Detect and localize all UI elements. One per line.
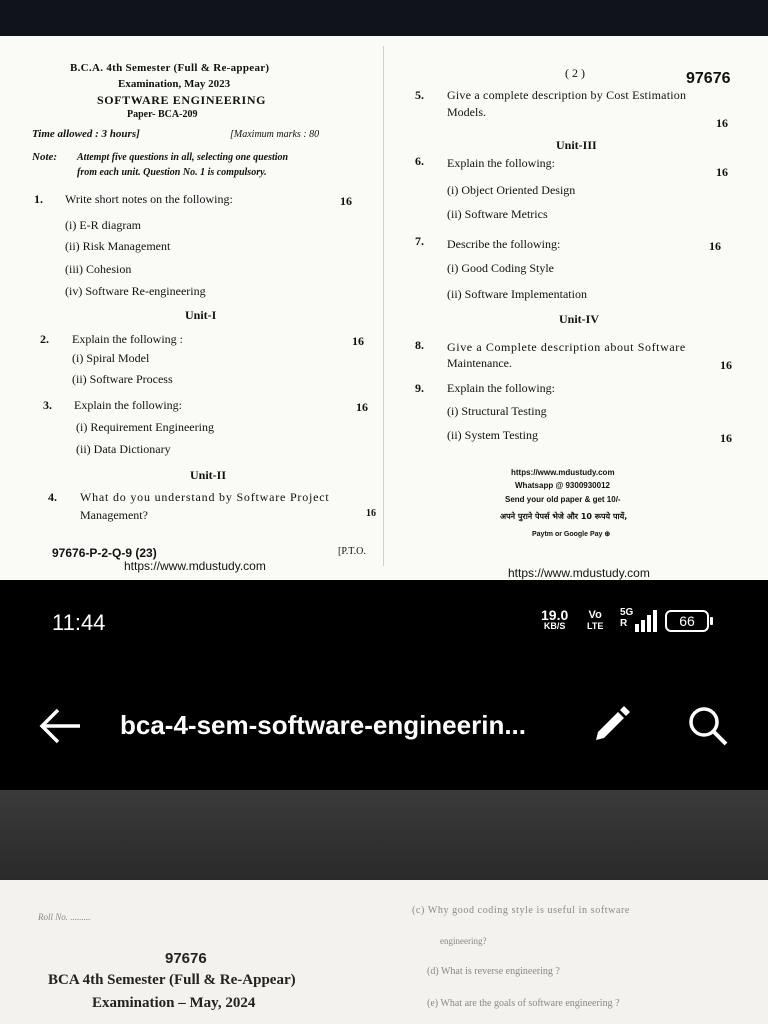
signal-indicator — [620, 608, 633, 630]
q3-marks: 16 — [356, 400, 368, 414]
note-line2: from each unit. Question No. 1 is compulsory. — [77, 167, 267, 178]
q8-line2: Maintenance. — [447, 356, 512, 370]
q8-number: 8. — [415, 338, 424, 352]
unit-3-heading: Unit-III — [556, 138, 597, 152]
promo-line2: Whatsapp @ 9300930012 — [515, 481, 610, 490]
q1-marks: 16 — [340, 194, 352, 208]
speed-unit: KB/S — [543, 621, 566, 631]
time-allowed: Time allowed : 3 hours] — [32, 128, 140, 140]
network-type: 5G — [620, 607, 634, 618]
promo-line4: अपने पुराने पेपर्स भेजे और 10 रूपये पायें, — [500, 512, 628, 521]
left-url: https://www.mdustudy.com — [124, 559, 266, 573]
header-line4: Paper- BCA-209 — [127, 109, 198, 120]
page-number: ( 2 ) — [565, 66, 585, 80]
heading-line2: Examination – May, 2024 — [92, 995, 256, 1011]
q9-text: Explain the following: — [447, 381, 555, 395]
volte-label: Vo — [588, 609, 602, 621]
q7-item: (ii) Software Implementation — [447, 287, 587, 301]
battery-level: 66 — [679, 613, 695, 629]
paper-code-2: 97676 — [165, 950, 207, 967]
promo-line1: https://www.mdustudy.com — [511, 468, 615, 477]
q4-line1: What do you understand by Software Project — [80, 490, 330, 504]
q6-marks: 16 — [716, 165, 728, 179]
q2-item: (ii) Software Process — [72, 372, 173, 386]
q1-item: (iii) Cohesion — [65, 262, 132, 276]
q1-item: (i) E-R diagram — [65, 218, 141, 232]
promo-line3: Send your old paper & get 10/- — [505, 495, 621, 504]
page-gap — [0, 790, 768, 880]
search-icon[interactable] — [686, 704, 730, 748]
q4-line2: Management? — [80, 508, 148, 522]
note-line1: Attempt five questions in all, selecting one question — [77, 152, 289, 163]
lte-label: LTE — [587, 621, 604, 631]
paper-code: 97676 — [686, 70, 731, 87]
header-line1: B.C.A. 4th Semester (Full & Re-appear) — [70, 62, 270, 74]
q4-number: 4. — [48, 490, 57, 504]
q9-item: (i) Structural Testing — [447, 404, 547, 418]
status-bar — [0, 580, 768, 660]
q8-line1: Give a Complete description about Software — [447, 340, 686, 354]
q5-number: 5. — [415, 88, 424, 102]
unit-2-heading: Unit-II — [190, 468, 227, 482]
viewer-toolbar — [0, 660, 768, 790]
q7-marks: 16 — [709, 239, 721, 253]
battery-icon — [665, 610, 709, 632]
question-c: (c) Why good coding style is useful in software — [412, 905, 630, 916]
exam-paper-page-1 — [0, 36, 768, 580]
unit-4-heading: Unit-IV — [559, 312, 600, 326]
footer-pto: [P.T.O. — [338, 546, 366, 557]
header-line3: SOFTWARE ENGINEERING — [97, 93, 267, 107]
right-url: https://www.mdustudy.com — [508, 566, 650, 580]
question-e: (e) What are the goals of software engineering ? — [427, 998, 620, 1009]
signal-bars-icon — [633, 610, 657, 632]
q1-item: (iv) Software Re-engineering — [65, 284, 206, 298]
q3-number: 3. — [43, 398, 52, 412]
q1-text: Write short notes on the following: — [65, 192, 233, 206]
q7-number: 7. — [415, 234, 424, 248]
q1-number: 1. — [34, 192, 43, 206]
q8-marks: 16 — [720, 358, 732, 372]
q2-number: 2. — [40, 332, 49, 346]
promo-line5: Paytm or Google Pay ⊕ — [532, 531, 611, 538]
q3-text: Explain the following: — [74, 398, 182, 412]
max-marks: [Maximum marks : 80 — [230, 129, 320, 140]
roll-no: Roll No. ......... — [38, 912, 91, 922]
question-c-cont: engineering? — [440, 936, 487, 946]
q7-text: Describe the following: — [447, 237, 561, 251]
document-title: bca-4-sem-software-engineerin... — [120, 710, 526, 740]
q2-item: (i) Spiral Model — [72, 351, 150, 365]
roaming-label: R — [620, 618, 628, 629]
q9-item: (ii) System Testing — [447, 428, 538, 442]
q4-marks: 16 — [366, 508, 376, 519]
note-label: Note: — [32, 151, 58, 163]
q5-line2: Models. — [447, 105, 486, 119]
q9-marks: 16 — [720, 431, 732, 445]
q3-item: (ii) Data Dictionary — [76, 442, 171, 456]
header-line2: Examination, May 2023 — [118, 78, 231, 90]
q9-number: 9. — [415, 381, 424, 395]
exam-paper-page-2 — [0, 880, 768, 1024]
battery-tip — [710, 617, 713, 625]
q7-item: (i) Good Coding Style — [447, 261, 554, 275]
heading-line1: BCA 4th Semester (Full & Re-Appear) — [48, 972, 296, 988]
q3-item: (i) Requirement Engineering — [76, 420, 214, 434]
footer-code: 97676-P-2-Q-9 (23) — [52, 546, 157, 560]
q1-item: (ii) Risk Management — [65, 239, 171, 253]
network-speed — [541, 607, 569, 632]
q5-line1: Give a complete description by Cost Estimation — [447, 88, 687, 102]
volte-indicator — [587, 610, 603, 632]
q2-marks: 16 — [352, 334, 364, 348]
column-divider — [383, 46, 384, 566]
q2-text: Explain the following : — [72, 332, 183, 346]
q6-text: Explain the following: — [447, 156, 555, 170]
unit-1-heading: Unit-I — [185, 308, 217, 322]
top-dark-strip — [0, 0, 768, 36]
q6-item: (i) Object Oriented Design — [447, 183, 576, 197]
q5-marks: 16 — [716, 116, 728, 130]
clock: 11:44 — [52, 610, 106, 635]
question-d: (d) What is reverse engineering ? — [427, 966, 560, 977]
q6-item: (ii) Software Metrics — [447, 207, 548, 221]
speed-value: 19.0 — [541, 607, 569, 623]
q6-number: 6. — [415, 154, 424, 168]
edit-pencil-icon[interactable] — [590, 704, 630, 744]
back-arrow-icon[interactable] — [38, 706, 82, 746]
